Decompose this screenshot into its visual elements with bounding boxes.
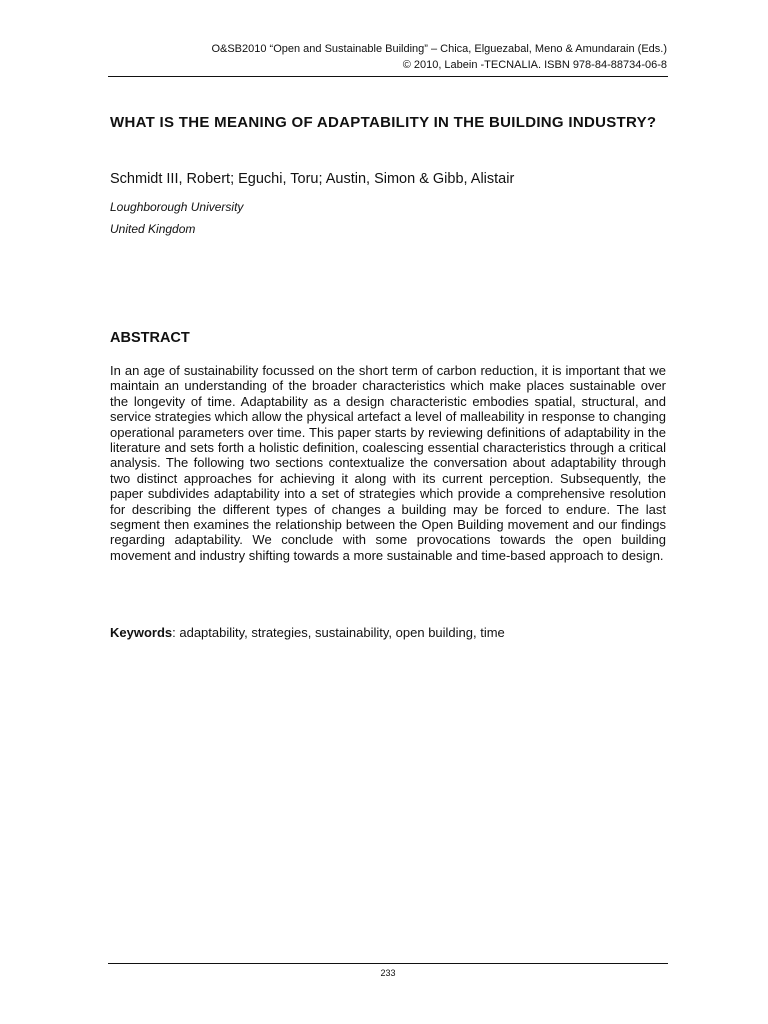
header-rule: [108, 76, 668, 77]
paper-title: WHAT IS THE MEANING OF ADAPTABILITY IN THE BUILDING INDUSTRY?: [110, 114, 657, 131]
page-number: 233: [380, 968, 396, 978]
keywords-line: [110, 625, 505, 640]
keywords-text: : adaptability, strategies, sustainability, open building, time: [172, 625, 505, 640]
affiliation-country: United Kingdom: [110, 222, 196, 236]
abstract-body: In an age of sustainability focussed on the short term of carbon reduction, it is important that we maintain an understanding of the broader characteristics which make places sustainable over the longevity of time. Adaptability as a design characteristic embodies spatial, structural, and service strategies which allow the physical artefact a level of malleability in response to changing operational parameters over time. This paper starts by reviewing definitions of adaptability in the literature and sets forth a holistic definition, coalescing essential characteristics through a critical analysis. The following two sections contextualize the conversation about adaptability through two distinct approaches for achieving it along with its current perception. Subsequently, the paper subdivides adaptability into a set of strategies which provide a comprehensive resolution for describing the different types of changes a building may be forced to endure. The last segment then examines the relationship between the Open Building movement and our findings regarding adaptability. We conclude with some provocations towards the open building movement and industry shifting towards a more sustainable and time-based approach to design.: [110, 363, 666, 563]
footer-rule: [108, 963, 668, 964]
header-line-1: O&SB2010 “Open and Sustainable Building” – Chica, Elguezabal, Meno & Amundarain (Eds.): [211, 43, 667, 55]
abstract-heading: ABSTRACT: [110, 330, 190, 346]
author-list: Schmidt III, Robert; Eguchi, Toru; Austin, Simon & Gibb, Alistair: [110, 171, 515, 187]
keywords-label: Keywords: [110, 625, 173, 640]
header-line-2: © 2010, Labein -TECNALIA. ISBN 978-84-88734-06-8: [402, 59, 667, 71]
running-header: [108, 41, 667, 73]
affiliation-institution: Loughborough University: [110, 200, 244, 214]
affiliation-block: [110, 196, 243, 240]
